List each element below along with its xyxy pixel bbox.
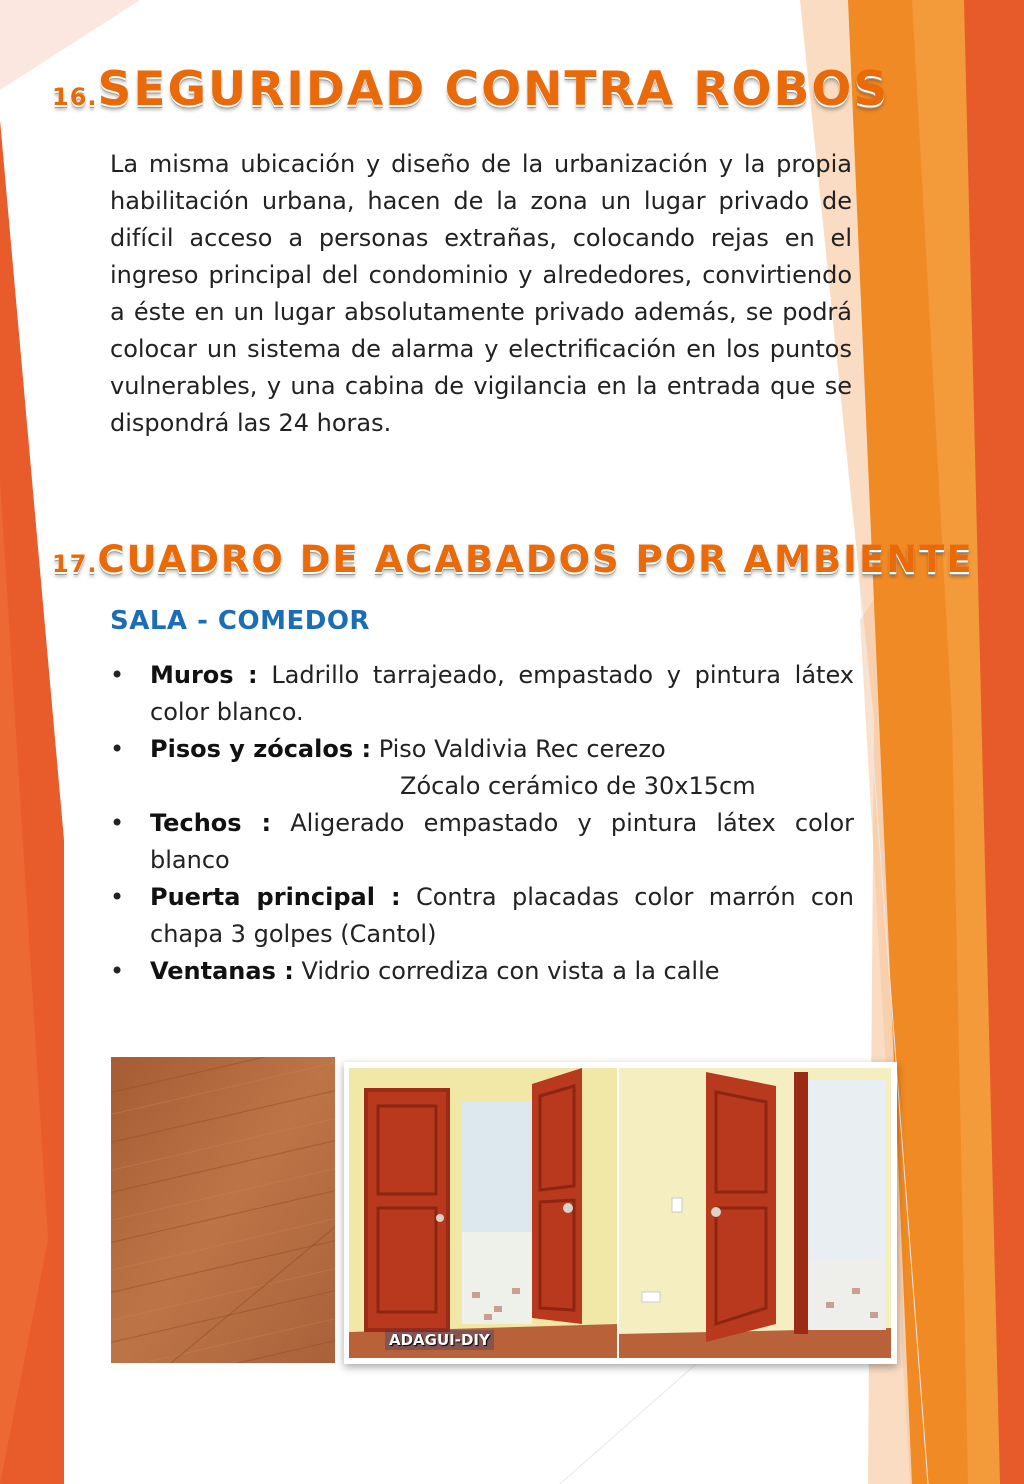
finishes-list (110, 657, 854, 990)
list-item-walls (110, 657, 854, 731)
wood-grain-image (111, 1057, 335, 1363)
item-text: Piso Valdivia Rec cerezo (371, 735, 666, 763)
photo-watermark: ADAGUI-DIY (385, 1330, 494, 1350)
doors-image (344, 1062, 897, 1364)
item-label: Muros : (150, 661, 258, 689)
bullet: • (110, 883, 125, 911)
bullet: • (110, 735, 125, 763)
item-label: Techos : (150, 809, 272, 837)
section-17-title: CUADRO DE ACABADOS POR AMBIENTE (97, 538, 974, 581)
item-label: Pisos y zócalos : (150, 735, 372, 763)
section-17-heading (52, 538, 974, 581)
bullet: • (110, 809, 125, 837)
item-text: Vidrio corrediza con vista a la calle (293, 957, 720, 985)
room-subheading: SALA - COMEDOR (110, 606, 370, 636)
security-paragraph: La misma ubicación y diseño de la urbanización y la propia habilitación urbana, hacen de la zona un lugar privado de difícil acceso a personas extrañas, colocando rejas en el ingreso principal del condominio y alrededores, convirtiendo a éste en un lugar absolutamente privado además, se podrá colocar un sistema de alarma y electrificación en los puntos vulnerables, y una cabina de vigilancia en la entrada que se dispondrá las 24 horas. (110, 150, 852, 437)
doors-photo (344, 1062, 897, 1364)
bullet: • (110, 957, 125, 985)
list-item-windows (110, 953, 854, 990)
item-label: Ventanas : (150, 957, 294, 985)
section-16-heading (52, 62, 889, 117)
item-text: Contra placadas color marrón con chapa 3 golpes (Cantol) (150, 883, 854, 948)
item-text: Ladrillo tarrajeado, empastado y pintura látex color blanco. (150, 661, 854, 726)
bullet: • (110, 661, 125, 689)
item-text: Aligerado empastado y pintura látex color blanco (150, 809, 854, 874)
floor-tile-photo (111, 1057, 335, 1363)
item-label: Puerta principal : (150, 883, 401, 911)
section-17-number: 17. (52, 550, 98, 578)
section-16-number: 16. (52, 83, 98, 111)
section-16-title: SEGURIDAD CONTRA ROBOS (97, 62, 890, 117)
list-item-main-door (110, 879, 854, 953)
list-item-floors (110, 731, 854, 805)
item-extra-text: Zócalo cerámico de 30x15cm (400, 772, 756, 800)
list-item-ceilings (110, 805, 854, 879)
